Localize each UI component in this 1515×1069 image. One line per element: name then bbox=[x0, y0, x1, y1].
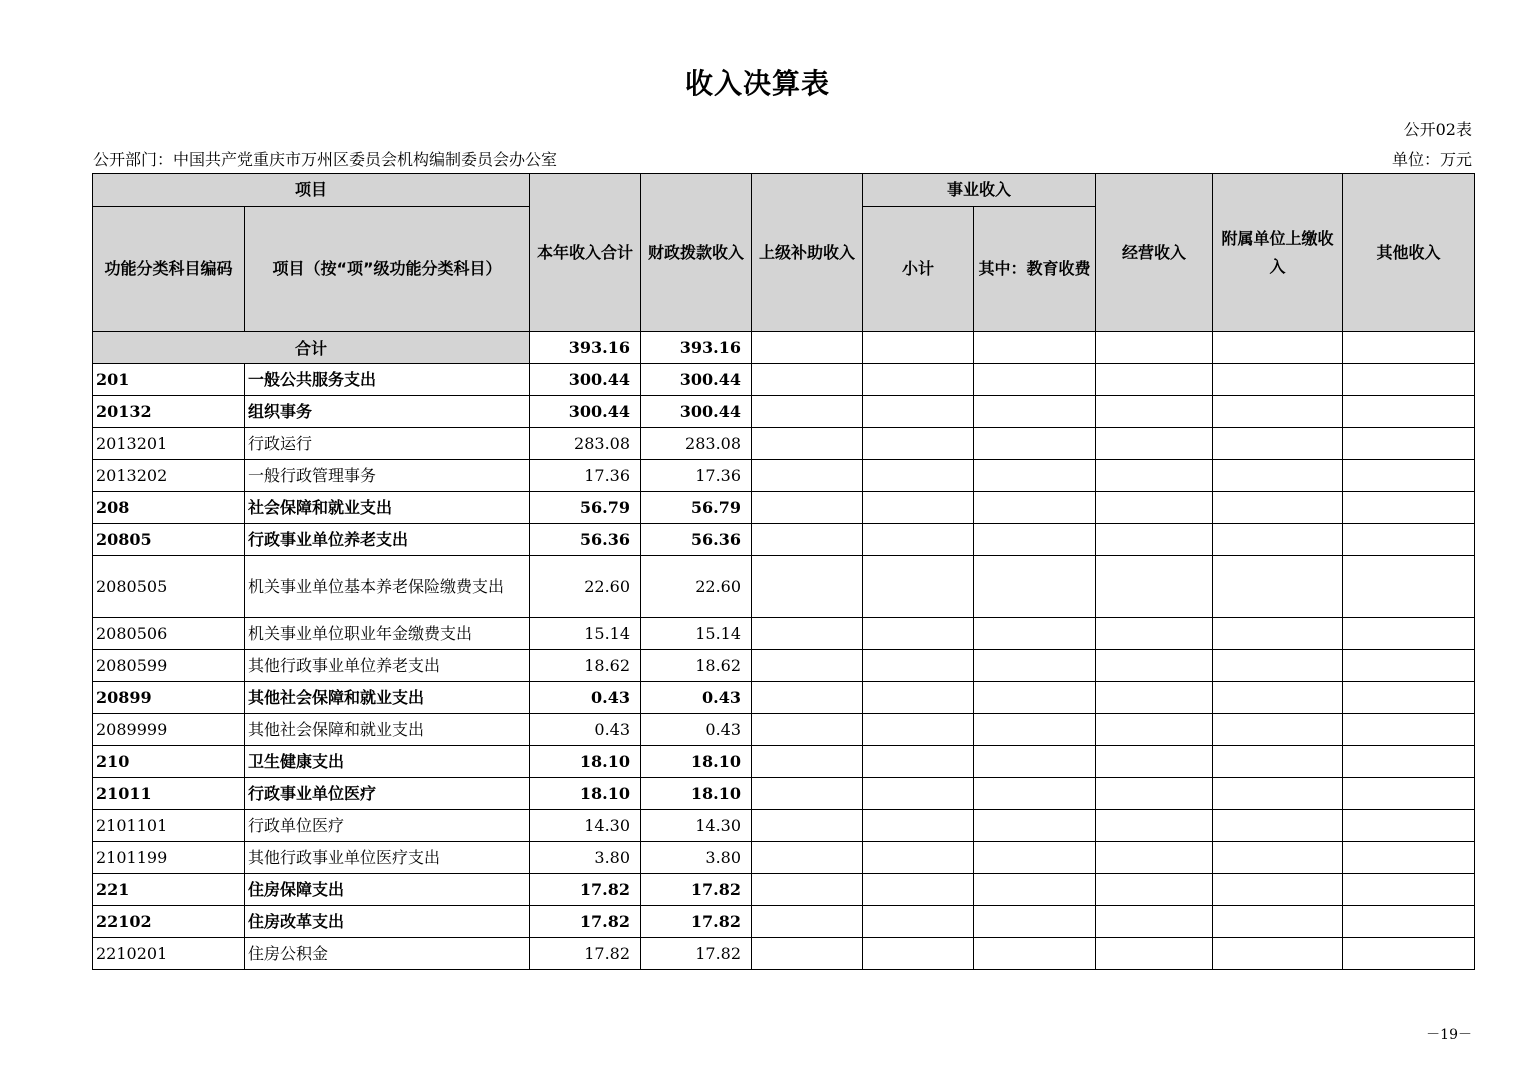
empty-cell bbox=[752, 746, 863, 778]
fiscal-cell: 17.82 bbox=[641, 874, 752, 906]
item-name-cell: 住房公积金 bbox=[245, 938, 530, 970]
table-row bbox=[93, 938, 1475, 970]
empty-cell bbox=[1343, 842, 1475, 874]
fiscal-cell: 15.14 bbox=[641, 618, 752, 650]
fiscal-cell: 300.44 bbox=[641, 364, 752, 396]
empty-cell bbox=[752, 364, 863, 396]
empty-cell bbox=[1096, 938, 1213, 970]
table-row bbox=[93, 746, 1475, 778]
code-cell: 2210201 bbox=[93, 938, 245, 970]
fiscal-cell: 14.30 bbox=[641, 810, 752, 842]
empty-cell bbox=[752, 428, 863, 460]
empty-cell bbox=[752, 810, 863, 842]
empty-cell bbox=[863, 396, 974, 428]
empty-cell bbox=[1096, 746, 1213, 778]
empty-cell bbox=[752, 618, 863, 650]
item-name-cell: 行政事业单位养老支出 bbox=[245, 524, 530, 556]
header-affiliated: 附属单位上缴收入 bbox=[1213, 174, 1343, 332]
code-cell: 2101199 bbox=[93, 842, 245, 874]
empty-cell bbox=[1343, 524, 1475, 556]
table-row bbox=[93, 842, 1475, 874]
fiscal-cell: 18.62 bbox=[641, 650, 752, 682]
item-name-cell: 行政单位医疗 bbox=[245, 810, 530, 842]
empty-cell bbox=[974, 428, 1096, 460]
code-cell: 221 bbox=[93, 874, 245, 906]
fiscal-cell: 22.60 bbox=[641, 556, 752, 618]
total-cell: 3.80 bbox=[530, 842, 641, 874]
total-cell: 17.36 bbox=[530, 460, 641, 492]
empty-cell bbox=[752, 396, 863, 428]
empty-cell bbox=[1213, 618, 1343, 650]
empty-cell bbox=[974, 492, 1096, 524]
empty-cell bbox=[1213, 938, 1343, 970]
empty-cell bbox=[1213, 556, 1343, 618]
table-row bbox=[93, 556, 1475, 618]
table-header bbox=[93, 174, 1475, 364]
empty-cell bbox=[1213, 428, 1343, 460]
code-cell: 208 bbox=[93, 492, 245, 524]
total-cell: 300.44 bbox=[530, 396, 641, 428]
sum-label: 合计 bbox=[93, 332, 530, 364]
sum-fiscal: 393.16 bbox=[641, 332, 752, 364]
item-name-cell: 其他社会保障和就业支出 bbox=[245, 682, 530, 714]
empty-cell bbox=[863, 874, 974, 906]
table-row bbox=[93, 618, 1475, 650]
empty-cell bbox=[1096, 906, 1213, 938]
item-name-cell: 行政事业单位医疗 bbox=[245, 778, 530, 810]
total-cell: 0.43 bbox=[530, 714, 641, 746]
item-name-cell: 机关事业单位职业年金缴费支出 bbox=[245, 618, 530, 650]
total-cell: 18.62 bbox=[530, 650, 641, 682]
empty-cell bbox=[1343, 618, 1475, 650]
empty-cell bbox=[1343, 364, 1475, 396]
code-cell: 2013201 bbox=[93, 428, 245, 460]
fiscal-cell: 300.44 bbox=[641, 396, 752, 428]
empty-cell bbox=[974, 906, 1096, 938]
empty-cell bbox=[1096, 682, 1213, 714]
empty-cell bbox=[1096, 364, 1213, 396]
table-row bbox=[93, 874, 1475, 906]
table-row bbox=[93, 364, 1475, 396]
table-row bbox=[93, 460, 1475, 492]
fiscal-cell: 18.10 bbox=[641, 778, 752, 810]
empty-cell bbox=[1096, 714, 1213, 746]
empty-cell bbox=[1343, 492, 1475, 524]
fiscal-cell: 17.82 bbox=[641, 938, 752, 970]
fiscal-cell: 56.79 bbox=[641, 492, 752, 524]
empty-cell bbox=[752, 842, 863, 874]
table-row bbox=[93, 714, 1475, 746]
empty-cell bbox=[1096, 842, 1213, 874]
item-name-cell: 行政运行 bbox=[245, 428, 530, 460]
table-row bbox=[93, 492, 1475, 524]
header-superior: 上级补助收入 bbox=[752, 174, 863, 332]
total-cell: 17.82 bbox=[530, 874, 641, 906]
empty-cell bbox=[1213, 524, 1343, 556]
empty-cell bbox=[974, 842, 1096, 874]
empty-cell bbox=[1213, 810, 1343, 842]
header-total: 本年收入合计 bbox=[530, 174, 641, 332]
item-name-cell: 其他社会保障和就业支出 bbox=[245, 714, 530, 746]
table-row bbox=[93, 396, 1475, 428]
empty-cell bbox=[752, 524, 863, 556]
empty-cell bbox=[1096, 524, 1213, 556]
code-cell: 2089999 bbox=[93, 714, 245, 746]
code-cell: 2080599 bbox=[93, 650, 245, 682]
empty-cell bbox=[1213, 492, 1343, 524]
item-name-cell: 社会保障和就业支出 bbox=[245, 492, 530, 524]
empty-cell bbox=[1343, 810, 1475, 842]
fiscal-cell: 0.43 bbox=[641, 714, 752, 746]
empty-cell bbox=[863, 650, 974, 682]
header-code: 功能分类科目编码 bbox=[93, 207, 245, 332]
empty-cell bbox=[1213, 460, 1343, 492]
empty-cell bbox=[974, 650, 1096, 682]
table-row bbox=[93, 650, 1475, 682]
empty-cell bbox=[752, 714, 863, 746]
table-body bbox=[93, 364, 1475, 970]
fiscal-cell: 3.80 bbox=[641, 842, 752, 874]
total-cell: 283.08 bbox=[530, 428, 641, 460]
item-name-cell: 一般公共服务支出 bbox=[245, 364, 530, 396]
empty-cell bbox=[1213, 682, 1343, 714]
empty-cell bbox=[1096, 778, 1213, 810]
header-other: 其他收入 bbox=[1343, 174, 1475, 332]
table-row bbox=[93, 524, 1475, 556]
empty-cell bbox=[863, 906, 974, 938]
item-name-cell: 其他行政事业单位养老支出 bbox=[245, 650, 530, 682]
empty-cell bbox=[1213, 874, 1343, 906]
department-label: 公开部门：中国共产党重庆市万州区委员会机构编制委员会办公室 bbox=[93, 150, 558, 169]
form-number: 公开02表 bbox=[1403, 120, 1472, 139]
code-cell: 201 bbox=[93, 364, 245, 396]
empty-cell bbox=[974, 810, 1096, 842]
empty-cell bbox=[974, 938, 1096, 970]
empty-cell bbox=[863, 460, 974, 492]
empty-cell bbox=[974, 460, 1096, 492]
empty-cell bbox=[1096, 492, 1213, 524]
empty-cell bbox=[1343, 556, 1475, 618]
empty-cell bbox=[863, 618, 974, 650]
empty-cell bbox=[974, 746, 1096, 778]
empty-cell bbox=[1343, 778, 1475, 810]
empty-cell bbox=[752, 874, 863, 906]
header-fiscal: 财政拨款收入 bbox=[641, 174, 752, 332]
table-row bbox=[93, 810, 1475, 842]
empty-cell bbox=[1343, 460, 1475, 492]
header-operating: 经营收入 bbox=[1096, 174, 1213, 332]
item-name-cell: 住房改革支出 bbox=[245, 906, 530, 938]
page-title: 收入决算表 bbox=[684, 67, 830, 100]
empty-cell bbox=[863, 364, 974, 396]
empty-cell bbox=[974, 524, 1096, 556]
total-cell: 18.10 bbox=[530, 778, 641, 810]
empty-cell bbox=[974, 778, 1096, 810]
header-project: 项目 bbox=[93, 174, 530, 207]
empty-cell bbox=[863, 524, 974, 556]
empty-cell bbox=[1343, 396, 1475, 428]
empty-cell bbox=[863, 492, 974, 524]
fiscal-cell: 283.08 bbox=[641, 428, 752, 460]
item-name-cell: 其他行政事业单位医疗支出 bbox=[245, 842, 530, 874]
empty-cell bbox=[863, 714, 974, 746]
total-cell: 15.14 bbox=[530, 618, 641, 650]
table-row bbox=[93, 428, 1475, 460]
total-cell: 17.82 bbox=[530, 938, 641, 970]
item-name-cell: 住房保障支出 bbox=[245, 874, 530, 906]
empty-cell bbox=[1213, 746, 1343, 778]
total-cell: 0.43 bbox=[530, 682, 641, 714]
empty-cell bbox=[1096, 556, 1213, 618]
code-cell: 22102 bbox=[93, 906, 245, 938]
table-row bbox=[93, 906, 1475, 938]
empty-cell bbox=[974, 396, 1096, 428]
table-row bbox=[93, 682, 1475, 714]
fiscal-cell: 18.10 bbox=[641, 746, 752, 778]
empty-cell bbox=[1343, 938, 1475, 970]
empty-cell bbox=[752, 650, 863, 682]
empty-cell bbox=[1343, 906, 1475, 938]
code-cell: 21011 bbox=[93, 778, 245, 810]
empty-cell bbox=[1096, 396, 1213, 428]
total-cell: 18.10 bbox=[530, 746, 641, 778]
code-cell: 210 bbox=[93, 746, 245, 778]
empty-cell bbox=[752, 938, 863, 970]
code-cell: 2080506 bbox=[93, 618, 245, 650]
empty-cell bbox=[1213, 714, 1343, 746]
fiscal-cell: 17.82 bbox=[641, 906, 752, 938]
code-cell: 20805 bbox=[93, 524, 245, 556]
empty-cell bbox=[1213, 842, 1343, 874]
item-name-cell: 组织事务 bbox=[245, 396, 530, 428]
empty-cell bbox=[974, 618, 1096, 650]
item-name-cell: 机关事业单位基本养老保险缴费支出 bbox=[245, 556, 530, 618]
code-cell: 2101101 bbox=[93, 810, 245, 842]
table-row bbox=[93, 778, 1475, 810]
empty-cell bbox=[1096, 650, 1213, 682]
empty-cell bbox=[1096, 428, 1213, 460]
empty-cell bbox=[974, 682, 1096, 714]
empty-cell bbox=[863, 842, 974, 874]
empty-cell bbox=[1343, 746, 1475, 778]
empty-cell bbox=[1343, 428, 1475, 460]
empty-cell bbox=[974, 714, 1096, 746]
item-name-cell: 卫生健康支出 bbox=[245, 746, 530, 778]
item-name-cell: 一般行政管理事务 bbox=[245, 460, 530, 492]
code-cell: 20899 bbox=[93, 682, 245, 714]
fiscal-cell: 17.36 bbox=[641, 460, 752, 492]
empty-cell bbox=[752, 460, 863, 492]
empty-cell bbox=[1213, 364, 1343, 396]
unit-label: 单位：万元 bbox=[1391, 150, 1472, 169]
total-cell: 300.44 bbox=[530, 364, 641, 396]
empty-cell bbox=[752, 556, 863, 618]
total-cell: 22.60 bbox=[530, 556, 641, 618]
empty-cell bbox=[863, 746, 974, 778]
empty-cell bbox=[752, 492, 863, 524]
page-number: －19－ bbox=[1426, 1027, 1472, 1043]
empty-cell bbox=[863, 556, 974, 618]
empty-cell bbox=[752, 682, 863, 714]
empty-cell bbox=[1343, 874, 1475, 906]
empty-cell bbox=[1096, 810, 1213, 842]
empty-cell bbox=[1096, 618, 1213, 650]
total-cell: 56.79 bbox=[530, 492, 641, 524]
empty-cell bbox=[1213, 906, 1343, 938]
code-cell: 20132 bbox=[93, 396, 245, 428]
empty-cell bbox=[974, 364, 1096, 396]
code-cell: 2080505 bbox=[93, 556, 245, 618]
empty-cell bbox=[1343, 714, 1475, 746]
empty-cell bbox=[974, 556, 1096, 618]
empty-cell bbox=[863, 682, 974, 714]
code-cell: 2013202 bbox=[93, 460, 245, 492]
header-item: 项目（按“项”级功能分类科目） bbox=[245, 207, 530, 332]
empty-cell bbox=[752, 906, 863, 938]
empty-cell bbox=[1213, 650, 1343, 682]
empty-cell bbox=[1213, 778, 1343, 810]
total-cell: 17.82 bbox=[530, 906, 641, 938]
fiscal-cell: 56.36 bbox=[641, 524, 752, 556]
empty-cell bbox=[1096, 874, 1213, 906]
total-cell: 56.36 bbox=[530, 524, 641, 556]
fiscal-cell: 0.43 bbox=[641, 682, 752, 714]
empty-cell bbox=[863, 938, 974, 970]
empty-cell bbox=[863, 428, 974, 460]
empty-cell bbox=[1343, 650, 1475, 682]
income-table bbox=[92, 173, 1475, 970]
header-subtotal: 小计 bbox=[863, 207, 974, 332]
total-cell: 14.30 bbox=[530, 810, 641, 842]
header-education: 其中：教育收费 bbox=[974, 207, 1096, 332]
sum-total: 393.16 bbox=[530, 332, 641, 364]
empty-cell bbox=[1213, 396, 1343, 428]
empty-cell bbox=[863, 778, 974, 810]
empty-cell bbox=[752, 778, 863, 810]
empty-cell bbox=[1096, 460, 1213, 492]
empty-cell bbox=[974, 874, 1096, 906]
header-career: 事业收入 bbox=[863, 174, 1096, 207]
empty-cell bbox=[863, 810, 974, 842]
empty-cell bbox=[1343, 682, 1475, 714]
